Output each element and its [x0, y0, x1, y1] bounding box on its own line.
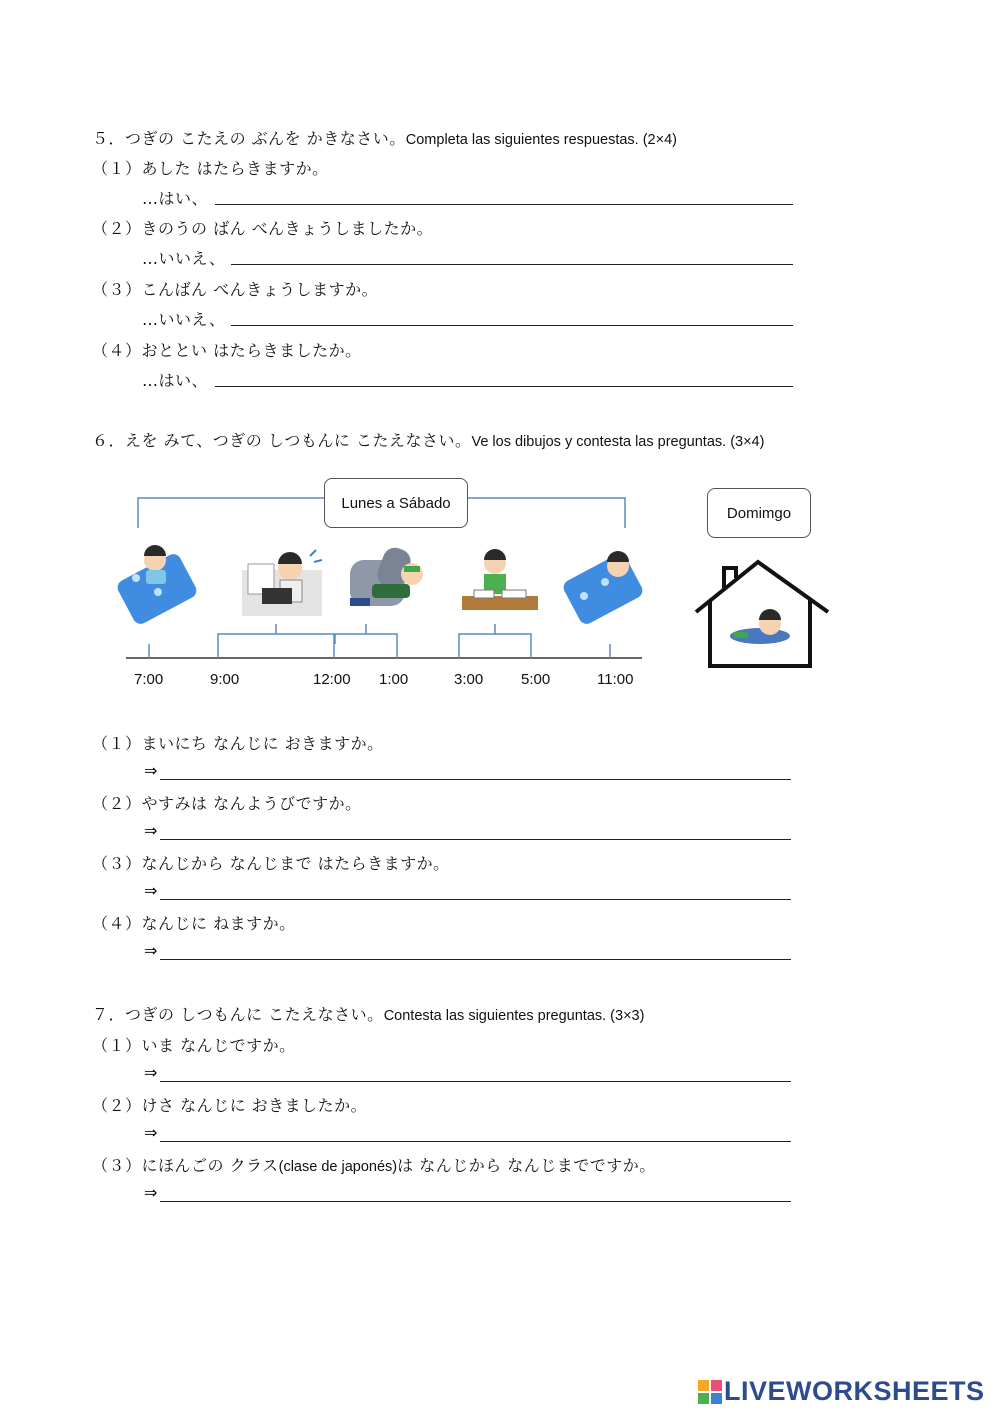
section7-heading-es: Contesta las siguientes preguntas. (3×3)	[383, 1008, 645, 1024]
section7-answer-prefix-2: ⇒	[144, 1123, 158, 1142]
section5-answer-input-2[interactable]	[231, 246, 793, 265]
liveworksheets-brand[interactable]: LIVEWORKSHEETS	[724, 1376, 985, 1406]
section6-answer-prefix-3: ⇒	[144, 881, 158, 900]
section7-answer-input-2[interactable]	[160, 1123, 791, 1142]
section6-question-1: （１）まいにち なんじに おきますか。	[92, 734, 384, 753]
section6-answer-prefix-4: ⇒	[144, 941, 158, 960]
liveworksheets-logo-icon	[698, 1380, 722, 1404]
section6-question-3: （３）なんじから なんじまで はたらきますか。	[92, 854, 450, 873]
section5-answer-prefix-4: …はい、	[142, 371, 209, 390]
house-illustration	[696, 562, 828, 666]
studying-illustration	[462, 549, 538, 610]
section7-question-3	[92, 1153, 656, 1176]
time-label-5: 5:00	[521, 671, 551, 688]
break-period-brace	[335, 624, 397, 644]
section5-answer-prefix-2: …いいえ、	[142, 249, 226, 268]
section6-answer-prefix-2: ⇒	[144, 821, 158, 840]
section7-question-1: （１）いま なんじですか。	[92, 1036, 296, 1055]
section5-question-3: （３）こんばん べんきょうしますか。	[92, 280, 379, 299]
sleeping-illustration	[561, 551, 645, 627]
holiday-label-box: Domimgo	[707, 488, 811, 538]
study-period-brace	[459, 624, 531, 644]
section7-question-3-es: (clase de japonés)	[278, 1159, 398, 1175]
section6-answer-input-3[interactable]	[160, 881, 791, 900]
section5-answer-input-1[interactable]	[215, 186, 793, 205]
weekday-label-box: Lunes a Sábado	[324, 478, 468, 528]
section5-heading	[92, 126, 677, 149]
section7-question-3-start: （３）にほんごの クラス	[92, 1156, 279, 1175]
section7-answer-prefix-1: ⇒	[144, 1063, 158, 1082]
section6-question-2: （２）やすみは なんようびですか。	[92, 794, 362, 813]
section7-question-3-end: は なんじから なんじまでですか。	[397, 1156, 656, 1175]
section6-answer-input-2[interactable]	[160, 821, 791, 840]
section6-answer-input-1[interactable]	[160, 761, 791, 780]
section7-question-2: （２）けさ なんじに おきましたか。	[92, 1096, 368, 1115]
section7-answer-input-3[interactable]	[160, 1183, 791, 1202]
time-label-11: 11:00	[597, 671, 634, 688]
section6-heading-jp: ６．えを みて、つぎの しつもんに こたえなさい。	[92, 431, 472, 450]
time-label-3: 3:00	[454, 671, 484, 688]
section5-heading-jp: ５．つぎの こたえの ぶんを かきなさい。	[92, 129, 406, 148]
section5-answer-input-4[interactable]	[215, 368, 793, 387]
section7-answer-prefix-3: ⇒	[144, 1183, 158, 1202]
section5-question-4: （４）おととい はたらきましたか。	[92, 341, 362, 360]
work-period-brace	[218, 624, 334, 644]
section5-answer-input-3[interactable]	[231, 307, 793, 326]
section7-answer-input-1[interactable]	[160, 1063, 791, 1082]
working-illustration	[242, 550, 322, 616]
section5-heading-es: Completa las siguientes respuestas. (2×4)	[405, 132, 677, 148]
waking-up-illustration	[115, 545, 199, 627]
section6-answer-prefix-1: ⇒	[144, 761, 158, 780]
time-label-12: 12:00	[313, 671, 351, 688]
section5-question-2: （２）きのうの ばん べんきょうしましたか。	[92, 219, 434, 238]
time-label-1: 1:00	[379, 671, 409, 688]
section6-heading	[92, 428, 764, 451]
section7-heading	[92, 1002, 644, 1025]
time-label-9: 9:00	[210, 671, 240, 688]
time-label-7: 7:00	[134, 671, 164, 688]
section5-question-1: （１）あした はたらきますか。	[92, 159, 329, 178]
section6-question-4: （４）なんじに ねますか。	[92, 914, 296, 933]
lunch-break-illustration	[350, 544, 423, 606]
section6-answer-input-4[interactable]	[160, 941, 791, 960]
section5-answer-prefix-1: …はい、	[142, 189, 209, 208]
section7-heading-jp: ７．つぎの しつもんに こたえなさい。	[92, 1005, 384, 1024]
section6-heading-es: Ve los dibujos y contesta las preguntas. (3×4)	[471, 434, 765, 450]
section5-answer-prefix-3: …いいえ、	[142, 310, 226, 329]
